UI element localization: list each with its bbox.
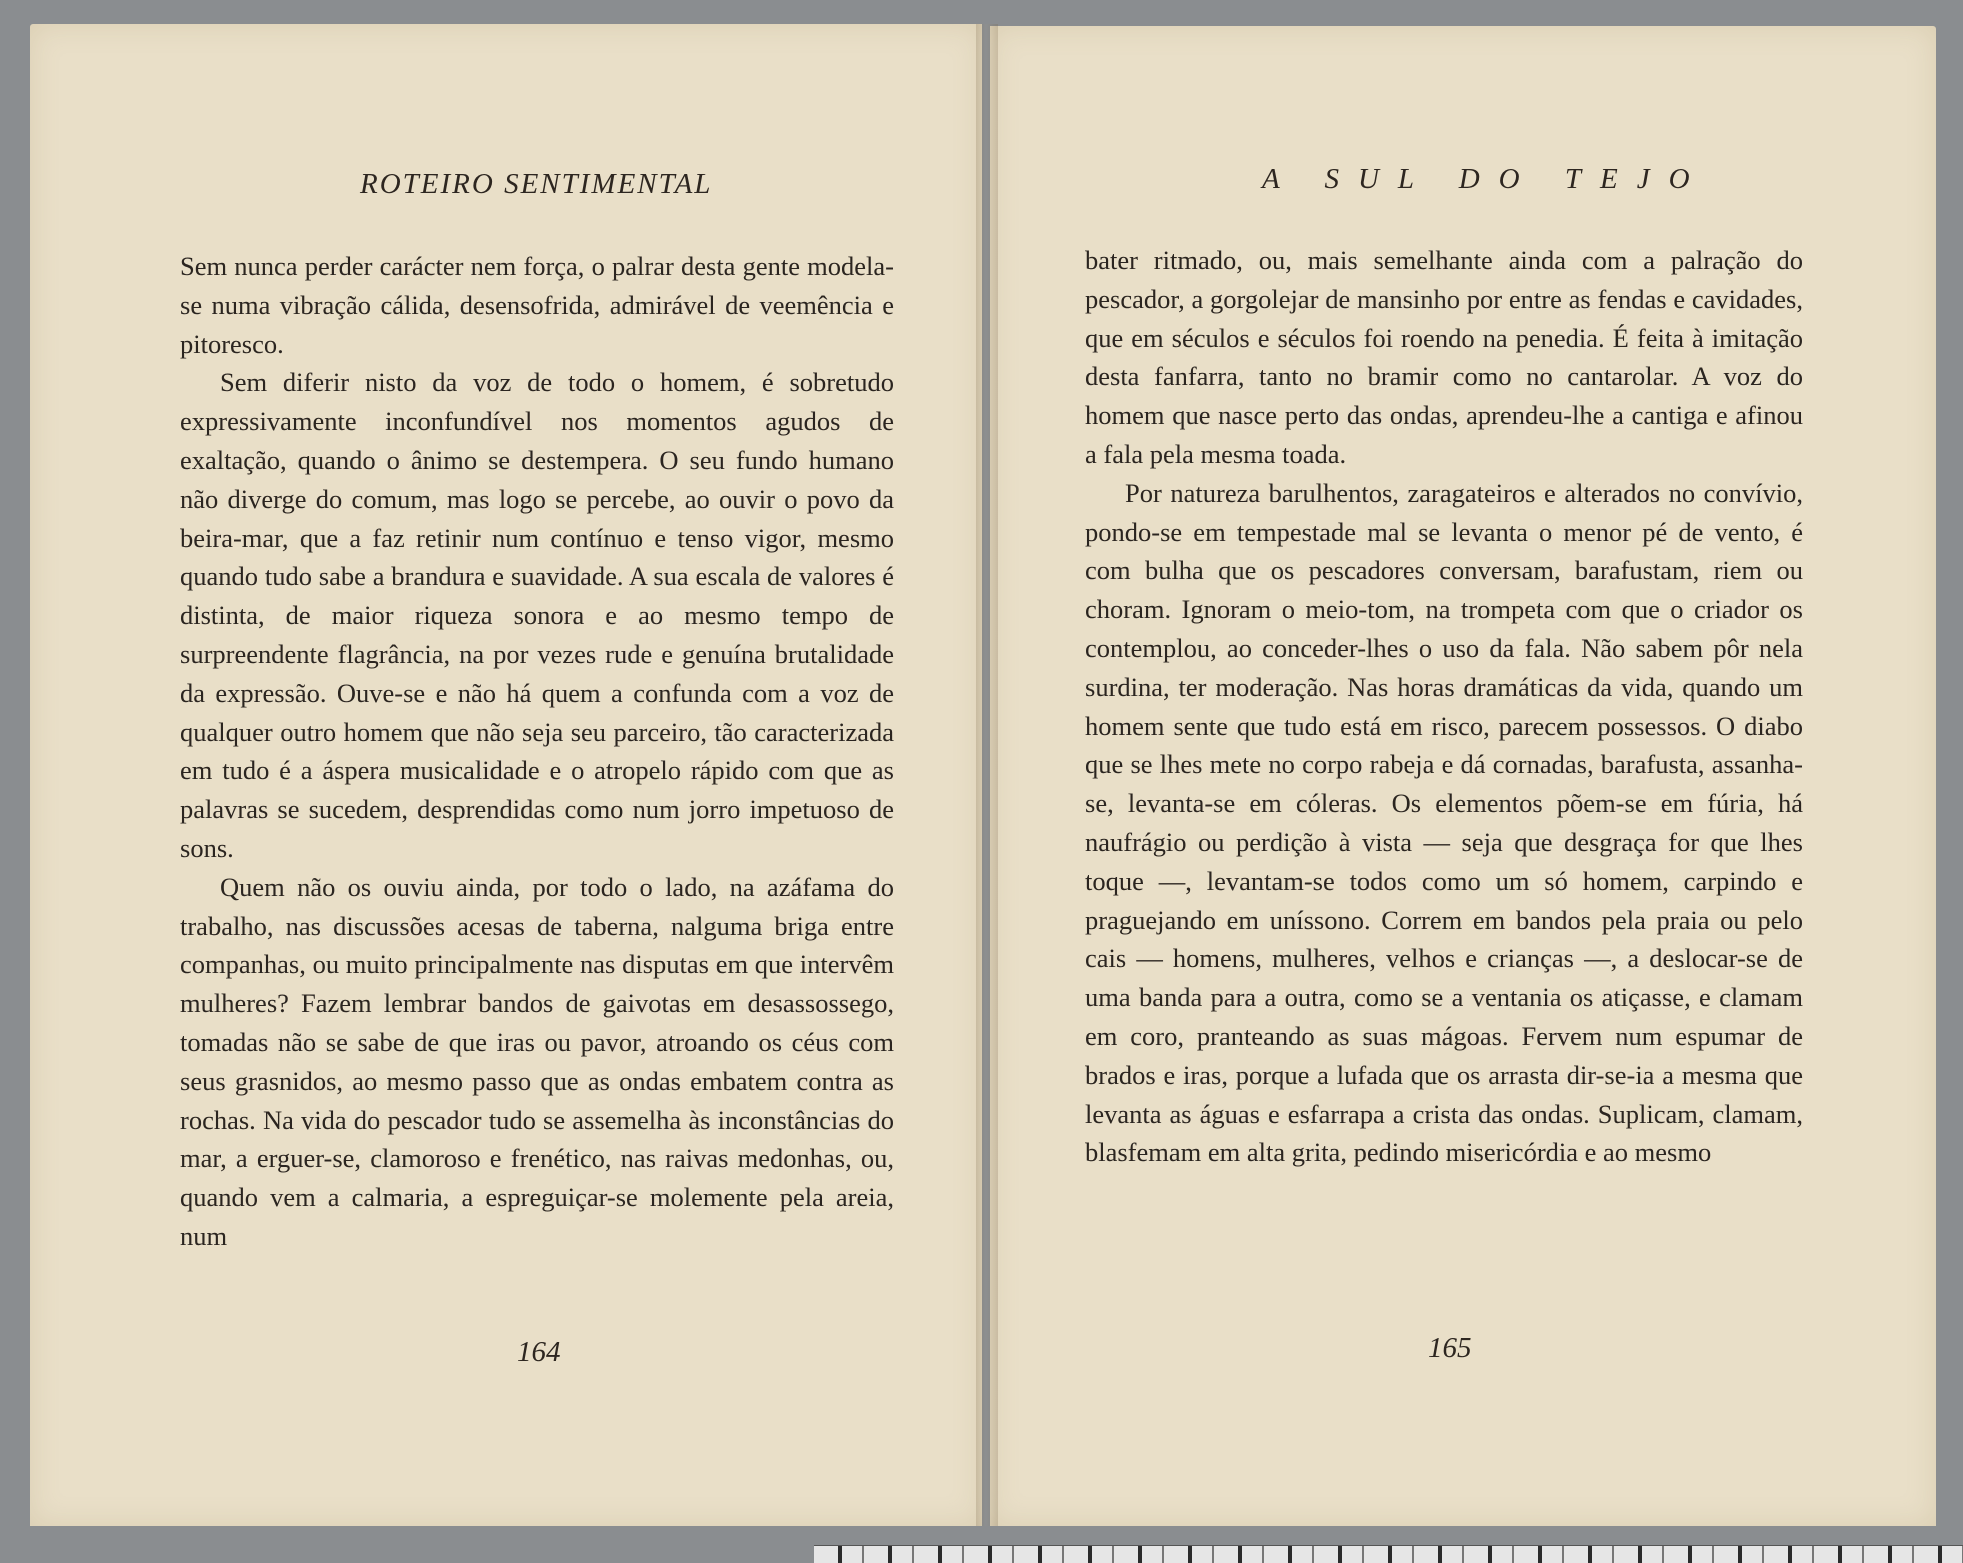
left-running-head: ROTEIRO SENTIMENTAL xyxy=(360,168,713,200)
right-body-text xyxy=(1085,241,1803,1172)
right-running-head: A SUL DO TEJO xyxy=(1262,163,1709,195)
scale-ruler xyxy=(814,1545,1963,1563)
paragraph: Por natureza barulhentos, zaragateiros e alterados no convívio, pondo-se em tempestade mal se levanta o menor pé de vento, é com bulha que os pescadores conversam, barafustam, riem ou choram. Ignoram o meio-tom, na trompeta com que o criador os contemplou, ao conceder-lhes o uso da fala. Não sabem pôr nela surdina, ter moderação. Nas horas dramáticas da vida, quando um homem sente que tudo está em risco, parecem possessos. O diabo que se lhes mete no corpo rabeja e dá cornadas, barafusta, assanha-se, levanta-se em cóleras. Os elementos põem-se em fúria, há naufrágio ou perdição à vista — seja que desgraça for que lhes toque —, levantam-se todos como um só homem, carpindo e praguejando em uníssono. Correm em bandos pela praia ou pelo cais — homens, mulheres, velhos e crianças —, a deslocar-se de uma banda para a outra, como se a ventania os atiçasse, e clamam em coro, pranteando as suas mágoas. Fervem num espumar de brados e iras, porque a lufada que os arrasta dir-se-ia a mesma que levanta as águas e esfarrapa a crista das ondas. Suplicam, clamam, blasfemam em alta grita, pedindo misericórdia e ao mesmo xyxy=(1085,477,1803,1168)
right-page-number: 165 xyxy=(1428,1332,1472,1364)
left-body-text xyxy=(180,247,894,1256)
left-page-number: 164 xyxy=(517,1336,561,1368)
paragraph: Quem não os ouviu ainda, por todo o lado, na azáfama do trabalho, nas discussões acesas de taberna, nalguma briga entre companhas, ou muito principalmente nas disputas em que intervêm mulheres? Fazem lembrar bandos de gaivotas em desassossego, tomadas não se sabe de que iras ou pavor, atroando os céus com seus grasnidos, ao mesmo passo que as ondas embatem contra as rochas. Na vida do pescador tudo se assemelha às inconstâncias do mar, a erguer-se, clamoroso e frenético, nas raivas medonhas, ou, quando vem a calmaria, a espreguiçar-se molemente pela areia, num xyxy=(180,871,894,1251)
paragraph: bater ritmado, ou, mais semelhante ainda com a palração do pescador, a gorgolejar de mansinho por entre as fendas e cavidades, que em séculos e séculos foi roendo na penedia. É feita à imitação desta fanfarra, tanto no bramir como no cantarolar. A voz do homem que nasce perto das ondas, aprendeu-lhe a cantiga e afinou a fala pela mesma toada. xyxy=(1085,245,1803,469)
book-gutter xyxy=(976,24,998,1526)
paragraph: Sem diferir nisto da voz de todo o homem, é sobretudo expressivamente inconfundível nos momentos agudos de exaltação, quando o ânimo se destempera. O seu fundo humano não diverge do comum, mas logo se percebe, ao ouvir o povo da beira-mar, que a faz retinir num contínuo e tenso vigor, mesmo quando tudo sabe a brandura e suavidade. A sua escala de valores é distinta, de maior riqueza sonora e ao mesmo tempo de surpreendente flagrância, na por vezes rude e genuína brutalidade da expressão. Ouve-se e não há quem a confunda com a voz de qualquer outro homem que não seja seu parceiro, tão caracterizada em tudo é a áspera musicalidade e o atropelo rápido com que as palavras se sucedem, desprendidas como num jorro impetuoso de sons. xyxy=(180,367,894,863)
paragraph: Sem nunca perder carácter nem força, o palrar desta gente modela-se numa vibração cálida, desensofrida, admirável de veemência e pitoresco. xyxy=(180,251,894,359)
